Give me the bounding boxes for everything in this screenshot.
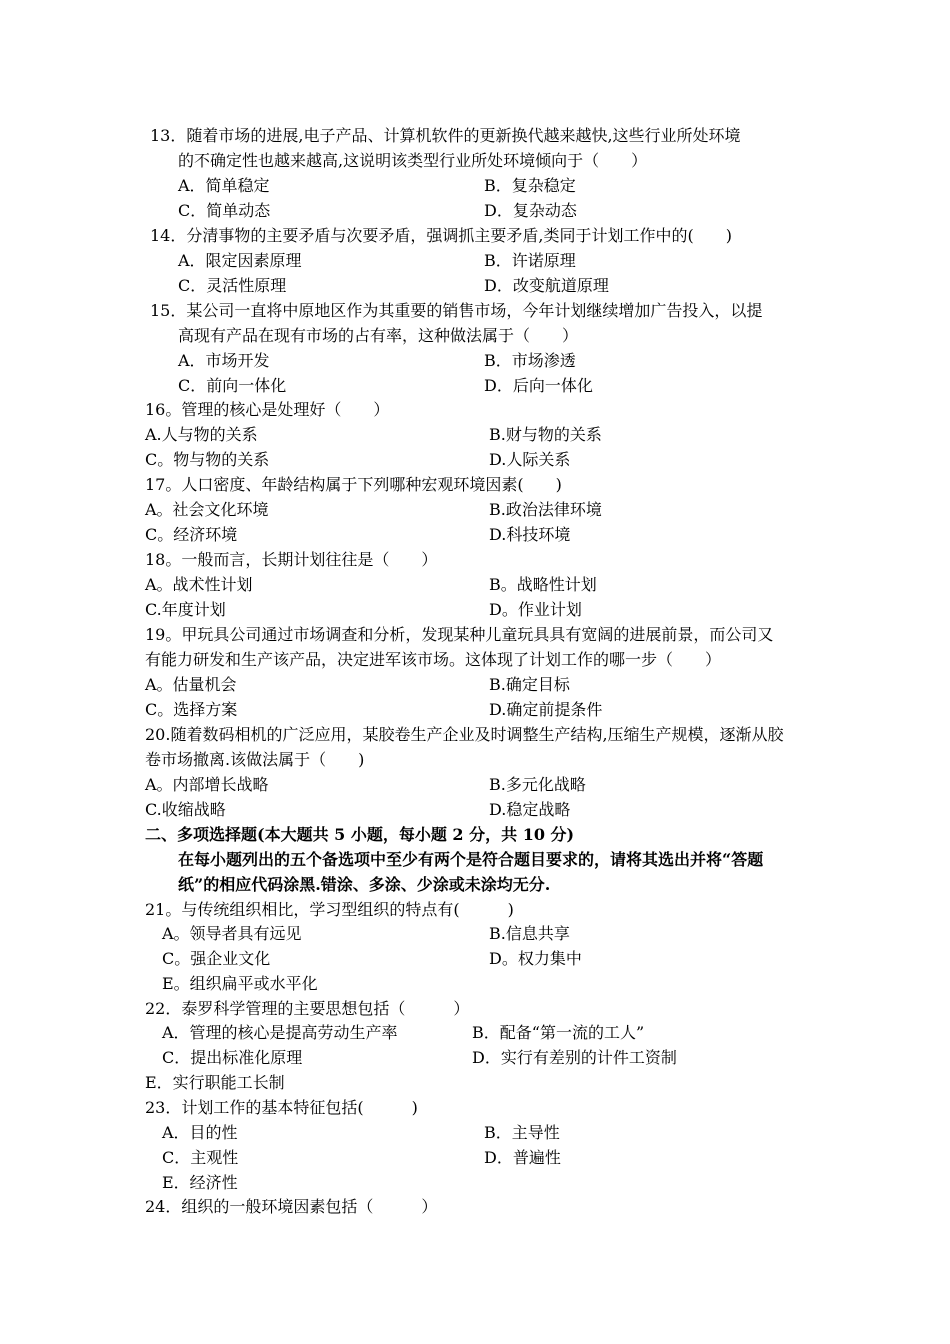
- q23-option-d: D．普遍性: [484, 1148, 561, 1167]
- q14-stem: 14．分清事物的主要矛盾与次要矛盾，强调抓主要矛盾,类同于计划工作中的( ): [150, 226, 732, 245]
- q19-option-a: A。估量机会: [145, 675, 237, 694]
- q22-option-a: A．管理的核心是提高劳动生产率: [162, 1023, 398, 1042]
- q18-option-d: D。作业计划: [489, 600, 582, 619]
- section2-title: 二、多项选择题(本大题共 5 小题，每小题 2 分，共 10 分): [145, 825, 575, 844]
- q15-stem-line1: 15．某公司一直将中原地区作为其重要的销售市场，今年计划继续增加广告投入，以提: [150, 301, 763, 320]
- q23-stem: 23．计划工作的基本特征包括( ): [145, 1098, 418, 1117]
- q18-option-a: A。战术性计划: [145, 575, 253, 594]
- q18-option-b: B。战略性计划: [489, 575, 597, 594]
- q18-option-c: C.年度计划: [145, 600, 226, 619]
- q19-stem-line2: 有能力研发和生产该产品，决定进军该市场。这体现了计划工作的哪一步（ ）: [145, 650, 722, 669]
- q13-option-c: C．简单动态: [178, 201, 271, 220]
- q23-option-c: C．主观性: [162, 1148, 239, 1167]
- q16-stem: 16。管理的核心是处理好（ ）: [145, 400, 390, 419]
- q19-option-b: B.确定目标: [489, 675, 570, 694]
- q16-option-d: D.人际关系: [489, 450, 571, 469]
- q22-option-d: D．实行有差别的计件工资制: [472, 1048, 677, 1067]
- q17-option-b: B.政治法律环境: [489, 500, 602, 519]
- q20-option-b: B.多元化战略: [489, 775, 586, 794]
- q22-option-b: B．配备“第一流的工人”: [472, 1023, 645, 1042]
- q21-option-c: C。强企业文化: [162, 949, 271, 968]
- q21-option-e: E。组织扁平或水平化: [162, 974, 318, 993]
- q15-option-c: C．前向一体化: [178, 376, 287, 395]
- q15-option-a: A．市场开发: [178, 351, 270, 370]
- q15-stem-line2: 高现有产品在现有市场的占有率，这种做法属于（ ）: [178, 326, 579, 345]
- q21-option-a: A。领导者具有远见: [162, 924, 302, 943]
- q20-stem-line2: 卷市场撤离.该做法属于（ ): [145, 750, 365, 769]
- q20-option-d: D.稳定战略: [489, 800, 571, 819]
- q21-stem: 21。与传统组织相比，学习型组织的特点有( ): [145, 900, 514, 919]
- q17-option-d: D.科技环境: [489, 525, 571, 544]
- q17-stem: 17。人口密度、年龄结构属于下列哪种宏观环境因素( ): [145, 475, 562, 494]
- q24-stem: 24．组织的一般环境因素包括（ ）: [145, 1197, 438, 1216]
- q15-option-b: B．市场渗透: [484, 351, 576, 370]
- q16-option-a: A.人与物的关系: [145, 425, 258, 444]
- q15-option-d: D．后向一体化: [484, 376, 593, 395]
- q14-option-a: A．限定因素原理: [178, 251, 302, 270]
- q23-option-a: A．目的性: [162, 1123, 238, 1142]
- section2-instructions-line2: 纸”的相应代码涂黑.错涂、多涂、少涂或未涂均无分.: [178, 875, 551, 894]
- q18-stem: 18。一般而言，长期计划往往是（ ）: [145, 550, 438, 569]
- section2-instructions-line1: 在每小题列出的五个备选项中至少有两个是符合题目要求的，请将其选出并将“答题: [178, 850, 764, 869]
- q14-option-d: D．改变航道原理: [484, 276, 609, 295]
- q13-option-b: B．复杂稳定: [484, 176, 576, 195]
- q22-option-c: C．提出标准化原理: [162, 1048, 303, 1067]
- q17-option-a: A。社会文化环境: [145, 500, 269, 519]
- q20-option-a: A。内部增长战略: [145, 775, 269, 794]
- q19-option-c: C。选择方案: [145, 700, 238, 719]
- q22-stem: 22．泰罗科学管理的主要思想包括（ ）: [145, 999, 470, 1018]
- q13-option-a: A．简单稳定: [178, 176, 270, 195]
- q16-option-b: B.财与物的关系: [489, 425, 602, 444]
- q14-option-b: B．许诺原理: [484, 251, 576, 270]
- q21-option-d: D。权力集中: [489, 949, 582, 968]
- q14-option-c: C．灵活性原理: [178, 276, 287, 295]
- q13-option-d: D．复杂动态: [484, 201, 577, 220]
- q22-option-e: E．实行职能工长制: [145, 1073, 285, 1092]
- q20-option-c: C.收缩战略: [145, 800, 226, 819]
- q13-stem-line1: 13．随着市场的进展,电子产品、计算机软件的更新换代越来越快,这些行业所处环境: [150, 126, 741, 145]
- q23-option-e: E．经济性: [162, 1173, 238, 1192]
- q21-option-b: B.信息共享: [489, 924, 570, 943]
- q20-stem-line1: 20.随着数码相机的广泛应用，某胶卷生产企业及时调整生产结构,压缩生产规模，逐渐从胶: [145, 725, 784, 744]
- q17-option-c: C。经济环境: [145, 525, 238, 544]
- q13-stem-line2: 的不确定性也越来越高,这说明该类型行业所处环境倾向于（ ）: [178, 151, 648, 170]
- q23-option-b: B．主导性: [484, 1123, 560, 1142]
- q19-option-d: D.确定前提条件: [489, 700, 603, 719]
- q16-option-c: C。物与物的关系: [145, 450, 270, 469]
- q19-stem-line1: 19。甲玩具公司通过市场调查和分析，发现某种儿童玩具具有宽阔的进展前景，而公司又: [145, 625, 774, 644]
